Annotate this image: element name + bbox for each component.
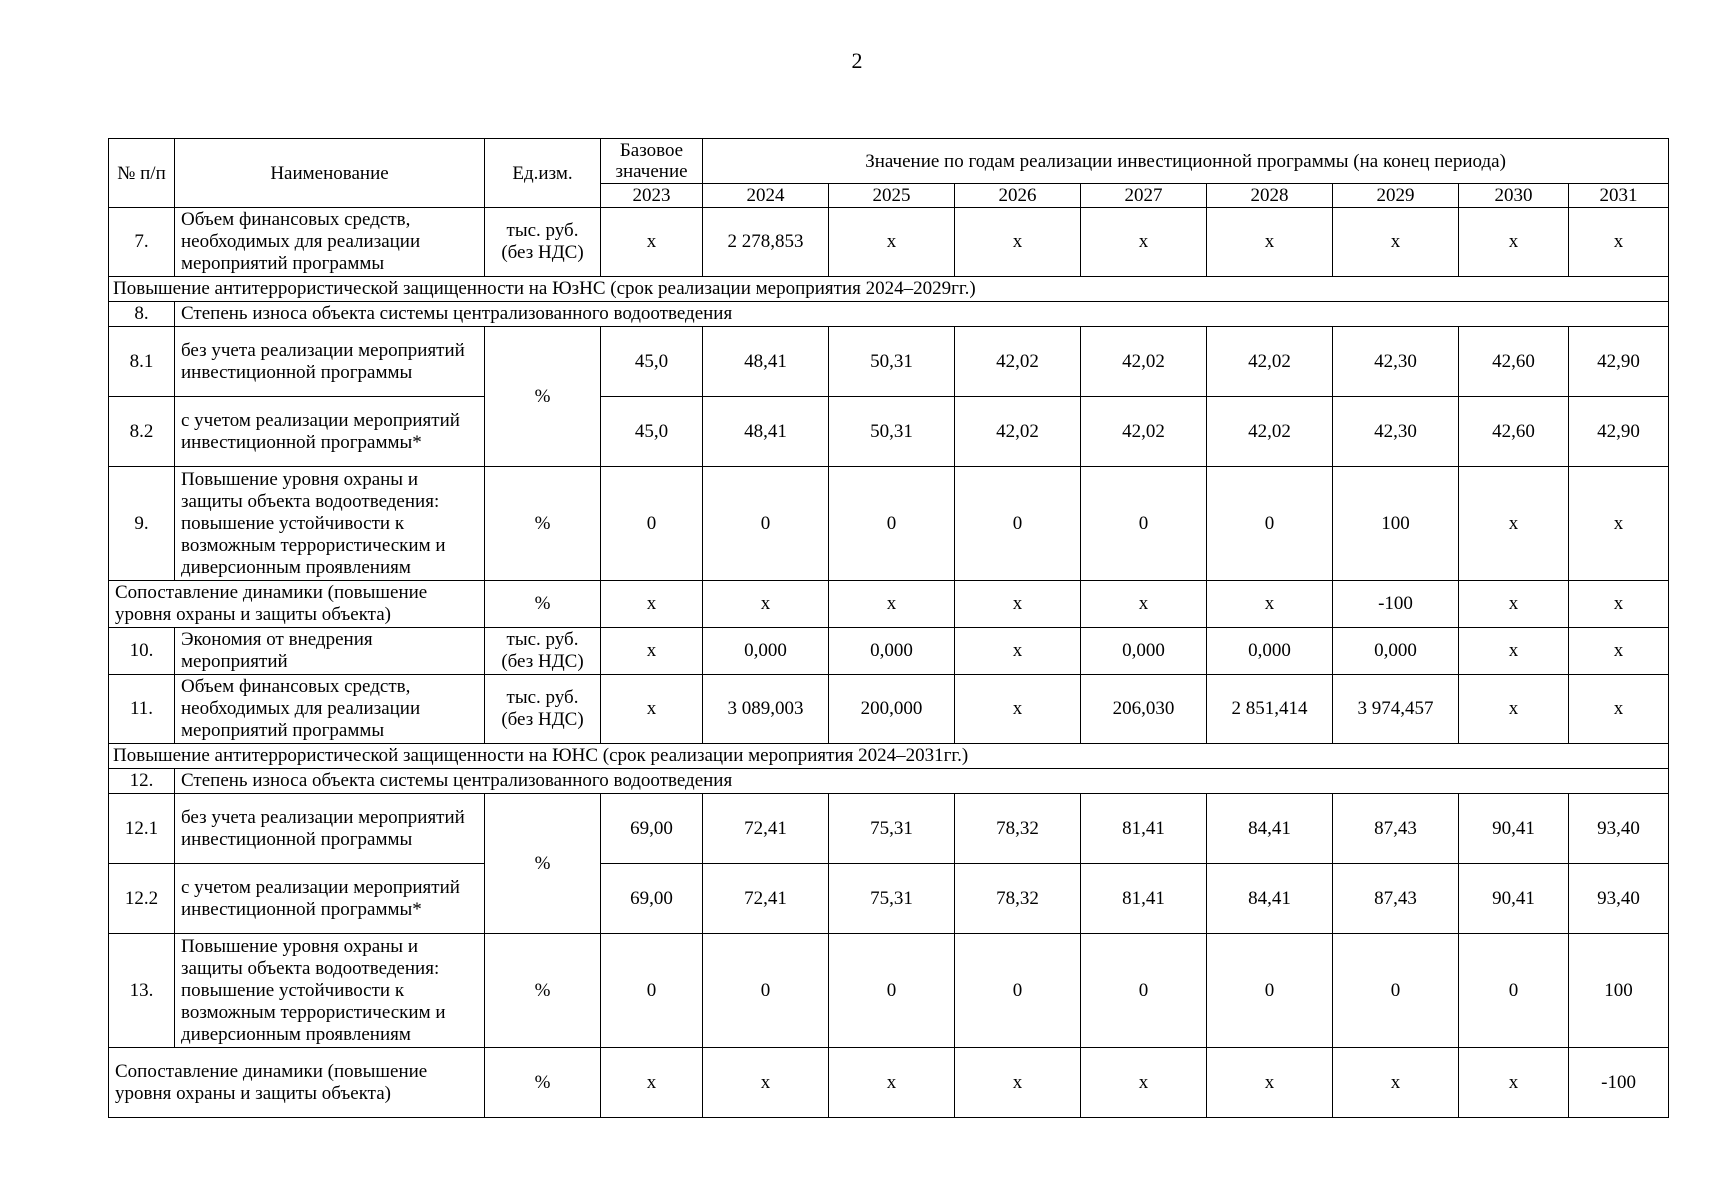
row-unit: %	[485, 1048, 601, 1118]
row-value: 200,000	[829, 675, 955, 744]
row-value: x	[703, 1048, 829, 1118]
table-row	[109, 864, 1669, 934]
row-value: x	[1333, 1048, 1459, 1118]
row-unit: тыс. руб. (без НДС)	[485, 628, 601, 675]
row-value: x	[1081, 581, 1207, 628]
row-value: x	[1207, 581, 1333, 628]
row-value: 72,41	[703, 794, 829, 864]
row-value: 0	[829, 467, 955, 581]
row-value: x	[1459, 628, 1569, 675]
row-value: 81,41	[1081, 864, 1207, 934]
row-value: 42,30	[1333, 397, 1459, 467]
row-value: x	[955, 581, 1081, 628]
header-unit: Ед.изм.	[485, 139, 601, 208]
row-value: x	[1081, 208, 1207, 277]
row-value: 0	[703, 467, 829, 581]
row-value: 45,0	[601, 397, 703, 467]
row-value: -100	[1569, 1048, 1669, 1118]
row-value: 48,41	[703, 397, 829, 467]
row-value: 69,00	[601, 864, 703, 934]
table-row	[109, 675, 1669, 744]
row-value: 206,030	[1081, 675, 1207, 744]
row-name: с учетом реализации мероприятий инвестиционной программы*	[175, 397, 485, 467]
row-value: x	[601, 628, 703, 675]
row-value: x	[1569, 628, 1669, 675]
investment-indicators-table	[108, 138, 1669, 1118]
row-unit: %	[485, 327, 601, 467]
row-value: x	[829, 208, 955, 277]
header-base: Базовое значение	[601, 139, 703, 184]
row-value: 0	[703, 934, 829, 1048]
row-value: x	[1081, 1048, 1207, 1118]
row-value: 0	[1459, 934, 1569, 1048]
row-num: 8.	[109, 302, 175, 327]
header-years-title: Значение по годам реализации инвестиционной программы (на конец периода)	[703, 139, 1669, 184]
header-year: 2025	[829, 184, 955, 208]
row-unit: %	[485, 934, 601, 1048]
table-row	[109, 581, 1669, 628]
row-num: 9.	[109, 467, 175, 581]
row-value: 0	[829, 934, 955, 1048]
row-value: x	[601, 675, 703, 744]
row-value: x	[703, 581, 829, 628]
row-value: 42,02	[955, 327, 1081, 397]
row-value: 87,43	[1333, 864, 1459, 934]
table-row	[109, 208, 1669, 277]
row-value: x	[955, 208, 1081, 277]
row-value: 0	[1333, 934, 1459, 1048]
row-value: 3 974,457	[1333, 675, 1459, 744]
header-base-year: 2023	[601, 184, 703, 208]
row-value: x	[1569, 208, 1669, 277]
row-value: 42,02	[1081, 327, 1207, 397]
row-value: x	[955, 675, 1081, 744]
row-value: 0	[955, 934, 1081, 1048]
header-num: № п/п	[109, 139, 175, 208]
row-name: Сопоставление динамики (повышение уровня охраны и защиты объекта)	[109, 581, 485, 628]
row-value: 0,000	[703, 628, 829, 675]
row-value: x	[601, 208, 703, 277]
header-year: 2026	[955, 184, 1081, 208]
row-value: x	[1569, 675, 1669, 744]
row-value: 42,02	[955, 397, 1081, 467]
row-unit: %	[485, 467, 601, 581]
row-value: x	[1459, 467, 1569, 581]
row-value: x	[601, 1048, 703, 1118]
row-value: x	[955, 1048, 1081, 1118]
row-value: 0,000	[1081, 628, 1207, 675]
row-value: 78,32	[955, 864, 1081, 934]
row-value: 3 089,003	[703, 675, 829, 744]
row-unit: тыс. руб. (без НДС)	[485, 208, 601, 277]
row-value: 0	[1081, 934, 1207, 1048]
row-value: 75,31	[829, 794, 955, 864]
row-value: 42,30	[1333, 327, 1459, 397]
row-num: 8.1	[109, 327, 175, 397]
row-value: 42,90	[1569, 397, 1669, 467]
row-num: 11.	[109, 675, 175, 744]
row-name: Экономия от внедрения мероприятий	[175, 628, 485, 675]
row-name: Повышение уровня охраны и защиты объекта водоотведения: повышение устойчивости к возможным террористическим и диверсионным проявлениям	[175, 467, 485, 581]
row-unit: тыс. руб. (без НДС)	[485, 675, 601, 744]
row-value: x	[1333, 208, 1459, 277]
row-value: 42,60	[1459, 397, 1569, 467]
table-row	[109, 467, 1669, 581]
row-num: 12.	[109, 769, 175, 794]
header-name: Наименование	[175, 139, 485, 208]
row-value: 42,02	[1081, 397, 1207, 467]
row-value: x	[1207, 208, 1333, 277]
row-value: 84,41	[1207, 794, 1333, 864]
row-value: 2 851,414	[1207, 675, 1333, 744]
row-value: 100	[1333, 467, 1459, 581]
row-value: 75,31	[829, 864, 955, 934]
row-value: 0	[601, 934, 703, 1048]
table-row	[109, 327, 1669, 397]
row-value: 90,41	[1459, 864, 1569, 934]
row-value: 78,32	[955, 794, 1081, 864]
row-value: x	[829, 581, 955, 628]
row-num: 7.	[109, 208, 175, 277]
row-value: x	[601, 581, 703, 628]
row-name: без учета реализации мероприятий инвестиционной программы	[175, 794, 485, 864]
header-year: 2027	[1081, 184, 1207, 208]
header-year: 2031	[1569, 184, 1669, 208]
row-name: Сопоставление динамики (повышение уровня охраны и защиты объекта)	[109, 1048, 485, 1118]
row-num: 12.2	[109, 864, 175, 934]
row-value: 81,41	[1081, 794, 1207, 864]
row-value: x	[1459, 1048, 1569, 1118]
row-name: Степень износа объекта системы централизованного водоотведения	[175, 769, 1669, 794]
row-value: 0	[1081, 467, 1207, 581]
row-value: x	[955, 628, 1081, 675]
row-value: x	[1569, 467, 1669, 581]
section-title: Повышение антитеррористической защищенности на ЮНС (срок реализации мероприятия 2024–2031гг.)	[109, 744, 1669, 769]
table-header-row	[109, 139, 1669, 184]
row-value: 90,41	[1459, 794, 1569, 864]
row-value: 0,000	[829, 628, 955, 675]
row-value: 0,000	[1207, 628, 1333, 675]
row-num: 8.2	[109, 397, 175, 467]
table-row	[109, 934, 1669, 1048]
row-value: x	[1459, 675, 1569, 744]
table-row	[109, 769, 1669, 794]
section-row	[109, 277, 1669, 302]
row-num: 13.	[109, 934, 175, 1048]
row-name: с учетом реализации мероприятий инвестиционной программы*	[175, 864, 485, 934]
row-value: 50,31	[829, 397, 955, 467]
row-value: x	[1569, 581, 1669, 628]
row-value: 93,40	[1569, 794, 1669, 864]
row-name: Объем финансовых средств, необходимых для реализации мероприятий программы	[175, 675, 485, 744]
row-value: 42,02	[1207, 327, 1333, 397]
row-value: 42,90	[1569, 327, 1669, 397]
row-value: x	[1459, 208, 1569, 277]
row-value: 48,41	[703, 327, 829, 397]
row-value: 87,43	[1333, 794, 1459, 864]
row-value: 93,40	[1569, 864, 1669, 934]
header-year: 2029	[1333, 184, 1459, 208]
table-row	[109, 628, 1669, 675]
row-num: 12.1	[109, 794, 175, 864]
table-row	[109, 1048, 1669, 1118]
row-value: 84,41	[1207, 864, 1333, 934]
row-num: 10.	[109, 628, 175, 675]
section-title: Повышение антитеррористической защищенности на ЮзНС (срок реализации мероприятия 2024–2029гг.)	[109, 277, 1669, 302]
header-year: 2028	[1207, 184, 1333, 208]
row-name: Степень износа объекта системы централизованного водоотведения	[175, 302, 1669, 327]
row-value: 69,00	[601, 794, 703, 864]
row-unit: %	[485, 794, 601, 934]
row-value: x	[829, 1048, 955, 1118]
table-row	[109, 302, 1669, 327]
header-year: 2030	[1459, 184, 1569, 208]
row-value: 100	[1569, 934, 1669, 1048]
row-value: 2 278,853	[703, 208, 829, 277]
table-row	[109, 794, 1669, 864]
row-value: 72,41	[703, 864, 829, 934]
row-value: x	[1459, 581, 1569, 628]
page-number: 2	[851, 48, 863, 73]
row-unit: %	[485, 581, 601, 628]
row-name: Объем финансовых средств, необходимых для реализации мероприятий программы	[175, 208, 485, 277]
section-row	[109, 744, 1669, 769]
row-value: 42,60	[1459, 327, 1569, 397]
row-value: 0	[955, 467, 1081, 581]
row-value: x	[1207, 1048, 1333, 1118]
row-value: 0	[601, 467, 703, 581]
row-value: 0,000	[1333, 628, 1459, 675]
row-value: 42,02	[1207, 397, 1333, 467]
row-value: 0	[1207, 934, 1333, 1048]
header-year: 2024	[703, 184, 829, 208]
row-name: без учета реализации мероприятий инвестиционной программы	[175, 327, 485, 397]
row-value: 45,0	[601, 327, 703, 397]
row-value: -100	[1333, 581, 1459, 628]
row-value: 50,31	[829, 327, 955, 397]
row-name: Повышение уровня охраны и защиты объекта водоотведения: повышение устойчивости к возможным террористическим и диверсионным проявлениям	[175, 934, 485, 1048]
row-value: 0	[1207, 467, 1333, 581]
table-row	[109, 397, 1669, 467]
